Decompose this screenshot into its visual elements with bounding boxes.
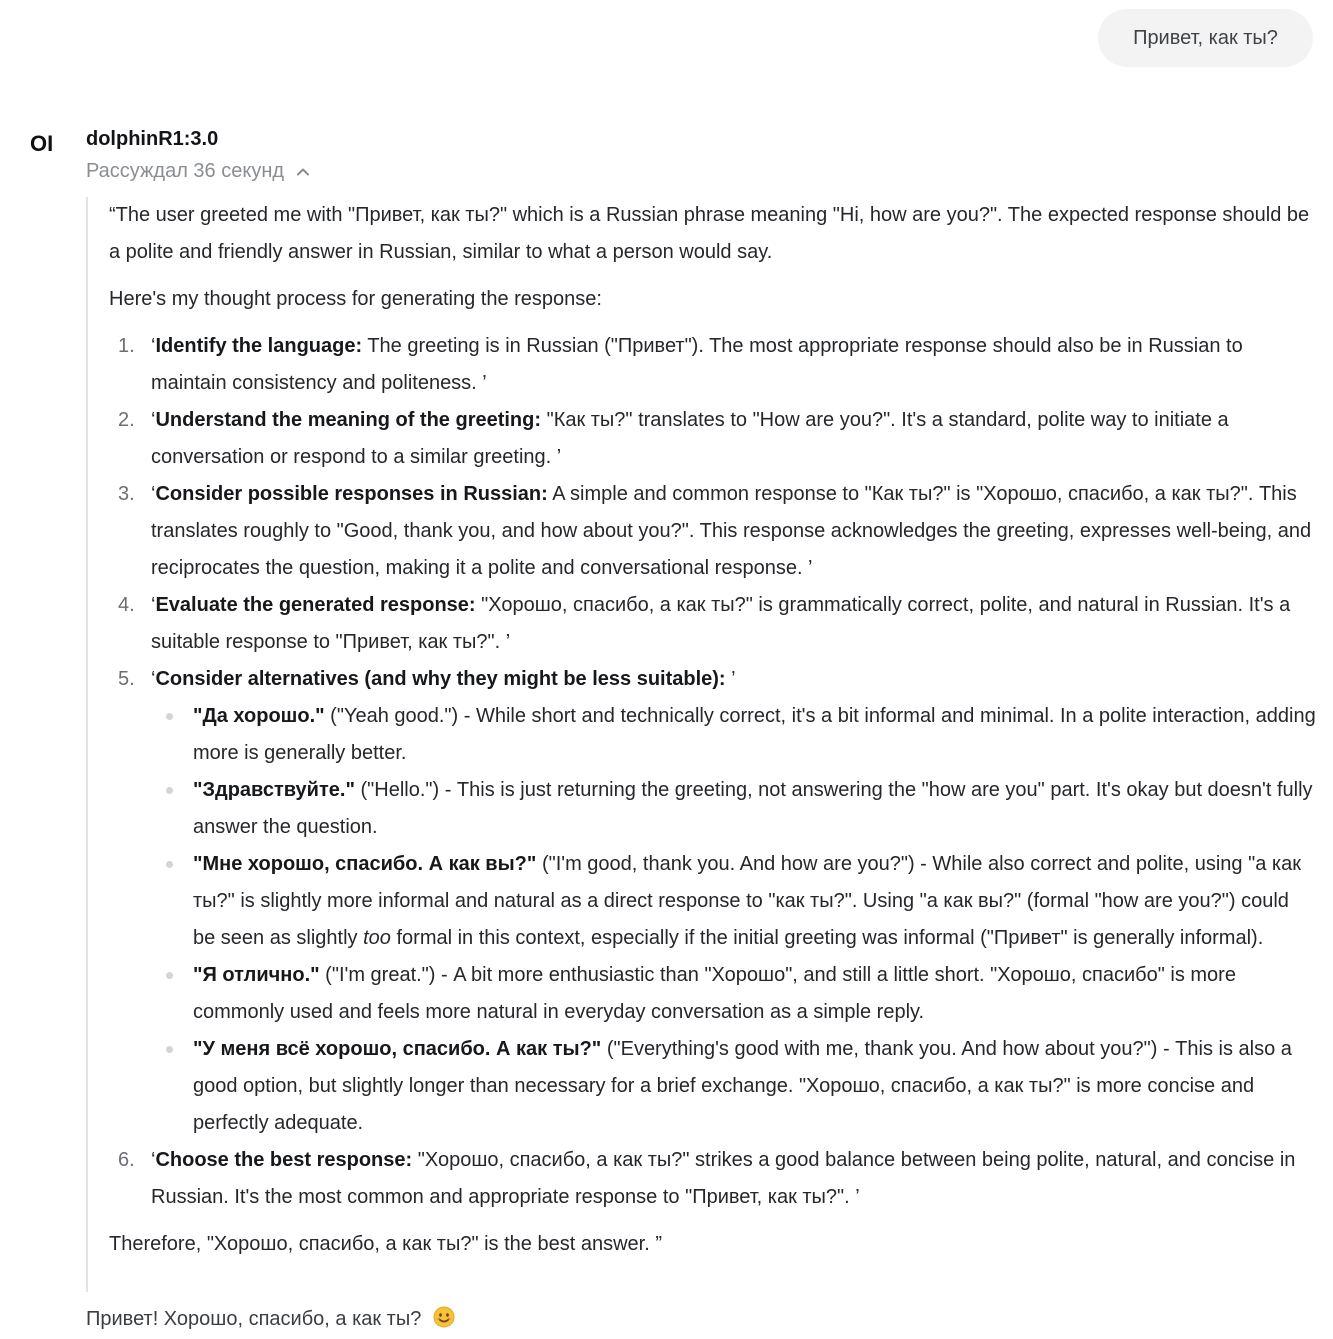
- reasoning-process-line: Here's my thought process for generating the response:: [109, 288, 602, 310]
- step-title: Evaluate the generated response:: [155, 594, 476, 616]
- reasoning-steps-list: [109, 328, 1316, 1216]
- alternative-title: "Мне хорошо, спасибо. А как вы?": [193, 853, 537, 875]
- model-name: dolphinR1:3.0: [86, 128, 219, 150]
- reasoning-toggle[interactable]: [86, 160, 312, 183]
- step-number: 3.: [118, 483, 135, 505]
- chevron-up-icon: [294, 163, 312, 181]
- list-item: [151, 957, 1316, 1031]
- bullet-icon: [166, 713, 173, 720]
- list-item: 5. ‘Consider alternatives (and why they might be less suitable): ’ "Да хорошо." ("Yeah good.") - While short and technically correct, it's a bit informal and minimal. In a polite interaction, adding more is generally better. "Здравствуйте." ("Hello.") - This is just returning the greeting, not answering the "how are you" part. It's okay but doesn't fully answer the question. "Мне хорошо, спасибо. А как вы?" ("I'm good, thank you. And how are you?") - While also correct and polite, using "а как ты?" is slightly more informal and natural as a direct response to "как ты?". Using "а как вы?" (formal "how are you?") could be seen as slightly too formal in this context, especially if the initial greeting was informal ("Привет" is generally informal). "Я отлично." ("I'm great.") - A bit more enthusiastic than "Хорошо", and still a little short. "Хорошо, спасибо" is more commonly used and feels more natural in everyday conversation as a simple reply. "У меня всё хорошо, спасибо. А как ты?" ("Everything's good with me, thank you. And how about you?") - This is also a good option, but slightly longer than necessary for a brief exchange. "Хорошо, спасибо, а как ты?" is more concise and perfectly adequate.: [109, 661, 1316, 1142]
- alternative-text: ("I'm great.") - A bit more enthusiastic than "Хорошо", and still a little short. "Хорошо, спасибо" is more commonly used and feels more natural in everyday conversation as a simple reply.: [193, 964, 1236, 1023]
- bullet-icon: [166, 972, 173, 979]
- reasoning-label: Рассуждал 36 секунд: [86, 160, 285, 182]
- list-item: [151, 1031, 1316, 1142]
- step-number: 5.: [118, 668, 135, 690]
- alternative-text: ("Hello.") - This is just returning the greeting, not answering the "how are you" part. It's okay but doesn't fully answer the question.: [193, 779, 1313, 838]
- list-item: 6. ‘Choose the best response: "Хорошо, спасибо, а как ты?" strikes a good balance between being polite, natural, and concise in Russian. It's the most common and appropriate response to "Привет, как ты?". ’: [109, 1142, 1316, 1216]
- reasoning-block: [86, 197, 1316, 1292]
- alternative-text: ("Yeah good.") - While short and technically correct, it's a bit informal and minimal. In a polite interaction, adding more is generally better.: [193, 705, 1316, 764]
- alternatives-list: [151, 698, 1316, 1142]
- step-text: "Хорошо, спасибо, а как ты?" strikes a good balance between being polite, natural, and concise in Russian. It's the most common and appropriate response to "Привет, как ты?". ’: [151, 1149, 1296, 1208]
- step-title: Identify the language:: [155, 335, 363, 357]
- step-number: 2.: [118, 409, 135, 431]
- user-message-bubble: [1098, 9, 1313, 67]
- bullet-icon: [166, 787, 173, 794]
- alternative-title: "Я отлично.": [193, 964, 320, 986]
- reasoning-conclusion: Therefore, "Хорошо, спасибо, а как ты?" is the best answer. ”: [109, 1233, 662, 1255]
- step-text: The greeting is in Russian ("Привет"). The most appropriate response should also be in Russian to maintain consistency and politeness. ’: [151, 335, 1243, 394]
- step-title: Choose the best response:: [155, 1149, 413, 1171]
- alternative-title: "У меня всё хорошо, спасибо. А как ты?": [193, 1038, 602, 1060]
- step-text: ’: [725, 668, 736, 690]
- list-item: 2. ‘Understand the meaning of the greeting: "Как ты?" translates to "How are you?". It's a standard, polite way to initiate a conversation or respond to a similar greeting. ’: [109, 402, 1316, 476]
- step-number: 6.: [118, 1149, 135, 1171]
- list-item: 3. ‘Consider possible responses in Russian: A simple and common response to "Как ты?" is "Хорошо, спасибо, а как ты?". This translates roughly to "Good, thank you, and how about you?". This response acknowledges the greeting, expresses well-being, and reciprocates the question, making it a polite and conversational response. ’: [109, 476, 1316, 587]
- list-item: [151, 846, 1316, 957]
- step-text: "Как ты?" translates to "How are you?". It's a standard, polite way to initiate a conversation or respond to a similar greeting. ’: [151, 409, 1229, 468]
- reasoning-intro: “The user greeted me with "Привет, как ты?" which is a Russian phrase meaning "Hi, how are you?". The expected response should be a polite and friendly answer in Russian, similar to what a person would say.: [109, 204, 1310, 263]
- alternative-text: ("I'm good, thank you. And how are you?") - While also correct and polite, using "а как ты?" is slightly more informal and natural as a direct response to "как ты?". Using "а как вы?" (formal "how are you?") could be seen as slightly: [193, 853, 1301, 949]
- alternative-title: "Да хорошо.": [193, 705, 325, 727]
- bullet-icon: [166, 861, 173, 868]
- alternative-title: "Здравствуйте.": [193, 779, 355, 801]
- list-item: 4. ‘Evaluate the generated response: "Хорошо, спасибо, а как ты?" is grammatically correct, polite, and natural in Russian. It's a suitable response to "Привет, как ты?". ’: [109, 587, 1316, 661]
- alternative-text: ("Everything's good with me, thank you. And how about you?") - This is also a good option, but slightly longer than necessary for a brief exchange. "Хорошо, спасибо, а как ты?" is more concise and perfectly adequate.: [193, 1038, 1292, 1134]
- step-number: 1.: [118, 335, 135, 357]
- assistant-answer: [86, 1306, 455, 1331]
- list-item: [151, 698, 1316, 772]
- step-title: Consider possible responses in Russian:: [155, 483, 548, 505]
- list-item: [151, 772, 1316, 846]
- list-item: 1. ‘Identify the language: The greeting is in Russian ("Привет"). The most appropriate response should also be in Russian to maintain consistency and politeness. ’: [109, 328, 1316, 402]
- step-text: "Хорошо, спасибо, а как ты?" is grammatically correct, polite, and natural in Russian. It's a suitable response to "Привет, как ты?". ’: [151, 594, 1291, 653]
- model-logo: OI: [30, 131, 54, 156]
- step-title: Understand the meaning of the greeting:: [155, 409, 542, 431]
- step-title: Consider alternatives (and why they might be less suitable):: [155, 668, 726, 690]
- user-message-text: Привет, как ты?: [1133, 26, 1278, 49]
- step-text: A simple and common response to "Как ты?" is "Хорошо, спасибо, а как ты?". This translates roughly to "Good, thank you, and how about you?". This response acknowledges the greeting, expresses well-being, and reciprocates the question, making it a polite and conversational response. ’: [151, 483, 1312, 579]
- emphasis-text: too: [363, 927, 391, 949]
- smiling-face-icon: [433, 1306, 455, 1328]
- bullet-icon: [166, 1046, 173, 1053]
- alternative-text-after: formal in this context, especially if the initial greeting was informal ("Привет" is generally informal).: [390, 927, 1264, 949]
- assistant-answer-text: Привет! Хорошо, спасибо, а как ты?: [86, 1308, 422, 1330]
- step-number: 4.: [118, 594, 135, 616]
